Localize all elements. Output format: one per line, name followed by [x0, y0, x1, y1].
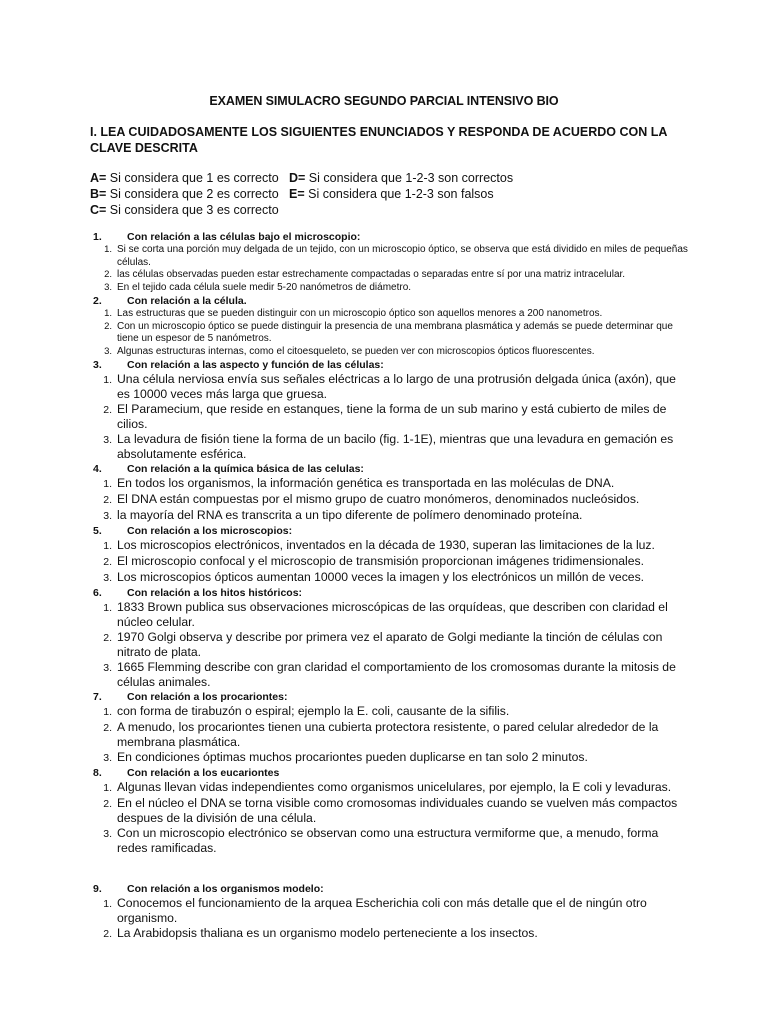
key-e-text: Si considera que 1-2-3 son falsos — [304, 187, 494, 201]
statement-number: 3. — [103, 752, 112, 764]
statement-text: Con un microscopio óptico se puede distinguir la presencia de una membrana plasmática y además se puede determinar que tiene un espesor de 5 nanómetros. — [117, 320, 673, 344]
statement-text: El DNA están compuestas por el mismo grupo de cuatro monómeros, denominados nucleósidos. — [117, 492, 640, 506]
answer-key — [90, 170, 513, 218]
statement — [90, 508, 690, 524]
question-heading — [90, 766, 690, 780]
question-7 — [90, 690, 690, 766]
key-option-b — [90, 186, 289, 202]
key-option-c — [90, 202, 289, 218]
statement — [90, 346, 690, 359]
question-number: 5. — [93, 525, 102, 537]
statement-list — [90, 244, 690, 294]
question-heading-text: Con relación a los procariontes: — [127, 691, 288, 703]
statement-list — [90, 896, 690, 942]
key-option-e — [289, 186, 494, 202]
key-c-text: Si considera que 3 es correcto — [106, 203, 279, 217]
key-option-a — [90, 170, 289, 186]
statement-text: Si se corta una porción muy delgada de un tejido, con un microscopio óptico, se observa que está dividido en miles de pequeñas células. — [117, 244, 688, 268]
key-option-d — [289, 170, 513, 186]
question-heading — [90, 586, 690, 600]
question-1 — [90, 230, 690, 294]
statement — [90, 321, 690, 346]
statement-text: Los microscopios electrónicos, inventados en la década de 1930, superan las limitaciones de la luz. — [117, 538, 655, 552]
question-3 — [90, 358, 690, 462]
statement-text: las células observadas pueden estar estrechamente compactadas o separadas entre sí por una matriz intracelular. — [117, 269, 626, 280]
question-heading — [90, 358, 690, 372]
statement — [90, 780, 690, 796]
question-number: 4. — [93, 463, 102, 475]
statement-number: 2. — [103, 798, 112, 810]
statement-number: 3. — [103, 572, 112, 584]
question-number: 2. — [93, 295, 102, 307]
statement-number: 1. — [103, 602, 112, 614]
statement-number: 2. — [103, 556, 112, 568]
statement — [90, 796, 690, 826]
key-d-label: D= — [289, 171, 306, 185]
key-a-text: Si considera que 1 es correcto — [106, 171, 279, 185]
statement-list — [90, 538, 690, 586]
statement — [90, 244, 690, 269]
statement — [90, 492, 690, 508]
question-list — [90, 230, 690, 942]
statement — [90, 372, 690, 402]
key-a-label: A= — [90, 171, 107, 185]
statement-number: 1. — [103, 706, 112, 718]
question-heading-text: Con relación a los hitos históricos: — [127, 587, 303, 599]
statement-text: Las estructuras que se pueden distinguir con un microscopio óptico son aquellos menores a 200 nanometros. — [117, 308, 603, 319]
statement — [90, 538, 690, 554]
statement-text: El microscopio confocal y el microscopio de transmisión proporcionan imágenes tridimensionales. — [117, 554, 645, 568]
question-number: 3. — [93, 359, 102, 371]
question-heading-text: Con relación a los organismos modelo: — [127, 883, 324, 895]
statement-number: 3. — [103, 828, 112, 840]
question-heading-text: Con relación a la célula. — [127, 295, 247, 307]
answer-key-row — [90, 202, 513, 218]
statement-number: 3. — [104, 345, 112, 357]
statement-text: En el tejido cada célula suele medir 5-20 nanómetros de diámetro. — [117, 281, 412, 293]
instructions: I. LEA CUIDADOSAMENTE LOS SIGUIENTES ENUNCIADOS Y RESPONDA DE ACUERDO CON LA CLAVE DESCRITA — [90, 125, 667, 155]
statement — [90, 896, 690, 926]
question-5 — [90, 524, 690, 586]
key-d-text: Si considera que 1-2-3 son correctos — [305, 171, 514, 185]
question-heading — [90, 690, 690, 704]
statement — [90, 600, 690, 630]
statement-number: 1. — [104, 308, 112, 319]
statement-number: 2. — [104, 269, 112, 280]
question-number: 6. — [93, 587, 102, 599]
statement-text: Los microscopios ópticos aumentan 10000 veces la imagen y los electrónicos un millón de veces. — [117, 570, 645, 584]
statement-text: Conocemos el funcionamiento de la arquea Escherichia coli con más detalle que el de ningún otro organismo. — [117, 896, 647, 925]
statement-number: 2. — [103, 722, 112, 734]
statement-list — [90, 476, 690, 524]
statement-number: 2. — [104, 320, 112, 332]
statement — [90, 402, 690, 432]
document-title: EXAMEN SIMULACRO SEGUNDO PARCIAL INTENSIVO BIO — [209, 94, 559, 108]
statement-number: 3. — [103, 510, 112, 522]
question-heading — [90, 462, 690, 476]
question-9 — [90, 882, 690, 942]
statement-text: El Paramecium, que reside en estanques, tiene la forma de un sub marino y está cubierto de miles de cilios. — [117, 402, 667, 431]
question-6 — [90, 586, 690, 690]
key-b-text: Si considera que 2 es correcto — [106, 187, 279, 201]
statement-number: 1. — [104, 244, 112, 255]
statement — [90, 282, 690, 295]
key-e-label: E= — [289, 187, 305, 201]
statement-text: con forma de tirabuzón o espiral; ejemplo la E. coli, causante de la sifilis. — [117, 704, 510, 718]
key-b-label: B= — [90, 187, 107, 201]
statement-number: 1. — [103, 374, 112, 386]
statement — [90, 554, 690, 570]
statement-number: 1. — [103, 478, 112, 490]
statement-number: 1. — [103, 898, 112, 910]
question-heading — [90, 294, 690, 308]
question-8 — [90, 766, 690, 856]
question-heading-text: Con relación a las aspecto y función de las células: — [127, 359, 384, 371]
question-heading — [90, 230, 690, 244]
statement — [90, 476, 690, 492]
statement-text: En todos los organismos, la información genética es transportada en las moléculas de DNA. — [117, 476, 615, 490]
statement — [90, 660, 690, 690]
statement-list — [90, 780, 690, 856]
answer-key-row — [90, 186, 513, 202]
statement — [90, 926, 690, 942]
statement-number: 2. — [103, 928, 112, 940]
question-heading — [90, 524, 690, 538]
statement-text: Una célula nerviosa envía sus señales eléctricas a lo largo de una protrusión delgada única (axón), que es 10000 veces más larga que gruesa. — [117, 372, 676, 401]
question-4 — [90, 462, 690, 524]
question-heading — [90, 882, 690, 896]
statement — [90, 630, 690, 660]
question-heading-text: Con relación a los microscopios: — [127, 525, 293, 537]
statement — [90, 826, 690, 856]
statement-number: 2. — [103, 632, 112, 644]
statement-text: 1970 Golgi observa y describe por primera vez el aparato de Golgi mediante la tinción de células con nitrato de plata. — [117, 630, 663, 659]
statement — [90, 432, 690, 462]
question-number: 7. — [93, 691, 102, 703]
statement-text: la mayoría del RNA es transcrita a un tipo diferente de polímero denominado proteína. — [117, 508, 583, 522]
question-number: 1. — [93, 231, 102, 243]
statement-text: La Arabidopsis thaliana es un organismo modelo perteneciente a los insectos. — [117, 926, 538, 940]
question-number: 8. — [93, 767, 102, 779]
statement — [90, 750, 690, 766]
statement — [90, 269, 690, 282]
statement-number: 2. — [103, 494, 112, 506]
statement — [90, 570, 690, 586]
question-heading-text: Con relación a las células bajo el microscopio: — [127, 231, 361, 243]
statement-text: En el núcleo el DNA se torna visible como cromosomas individuales cuando se vuelven más compactos despues de la división de una célula. — [117, 796, 678, 825]
statement-list — [90, 704, 690, 766]
answer-key-row — [90, 170, 513, 186]
statement-text: En condiciones óptimas muchos procariontes pueden duplicarse en tan solo 2 minutos. — [117, 750, 588, 764]
statement-list — [90, 600, 690, 690]
statement-number: 1. — [103, 782, 112, 794]
statement-number: 3. — [104, 281, 112, 293]
question-number: 9. — [93, 883, 102, 895]
statement-text: La levadura de fisión tiene la forma de un bacilo (fig. 1-1E), mientras que una levadura en gemación es absolutamente esférica. — [117, 432, 674, 461]
statement — [90, 704, 690, 720]
question-heading-text: Con relación a la química básica de las celulas: — [127, 463, 364, 475]
question-heading-text: Con relación a los eucariontes — [127, 767, 280, 779]
question-2 — [90, 294, 690, 358]
statement-number: 1. — [103, 540, 112, 552]
statement-text: 1665 Flemming describe con gran claridad el comportamiento de los cromosomas durante la mitosis de células animales. — [117, 660, 676, 689]
statement-number: 2. — [103, 404, 112, 416]
statement-text: Algunas estructuras internas, como el citoesqueleto, se pueden ver con microscopios ópticos fluorescentes. — [117, 345, 595, 357]
statement-text: A menudo, los procariontes tienen una cubierta protectora resistente, o pared celular alrededor de la membrana plasmática. — [117, 720, 659, 749]
statement-number: 3. — [103, 662, 112, 674]
key-c-label: C= — [90, 203, 107, 217]
statement-text: Con un microscopio electrónico se observan como una estructura vermiforme que, a menudo, forma redes ramificadas. — [117, 826, 659, 855]
statement-number: 3. — [103, 434, 112, 446]
statement — [90, 308, 690, 321]
statement — [90, 720, 690, 750]
statement-text: 1833 Brown publica sus observaciones microscópicas de las orquídeas, que describen con claridad el núcleo celular. — [117, 600, 668, 629]
statement-text: Algunas llevan vidas independientes como organismos unicelulares, por ejemplo, la E coli y levaduras. — [117, 780, 672, 794]
statement-list — [90, 372, 690, 462]
statement-list — [90, 308, 690, 358]
